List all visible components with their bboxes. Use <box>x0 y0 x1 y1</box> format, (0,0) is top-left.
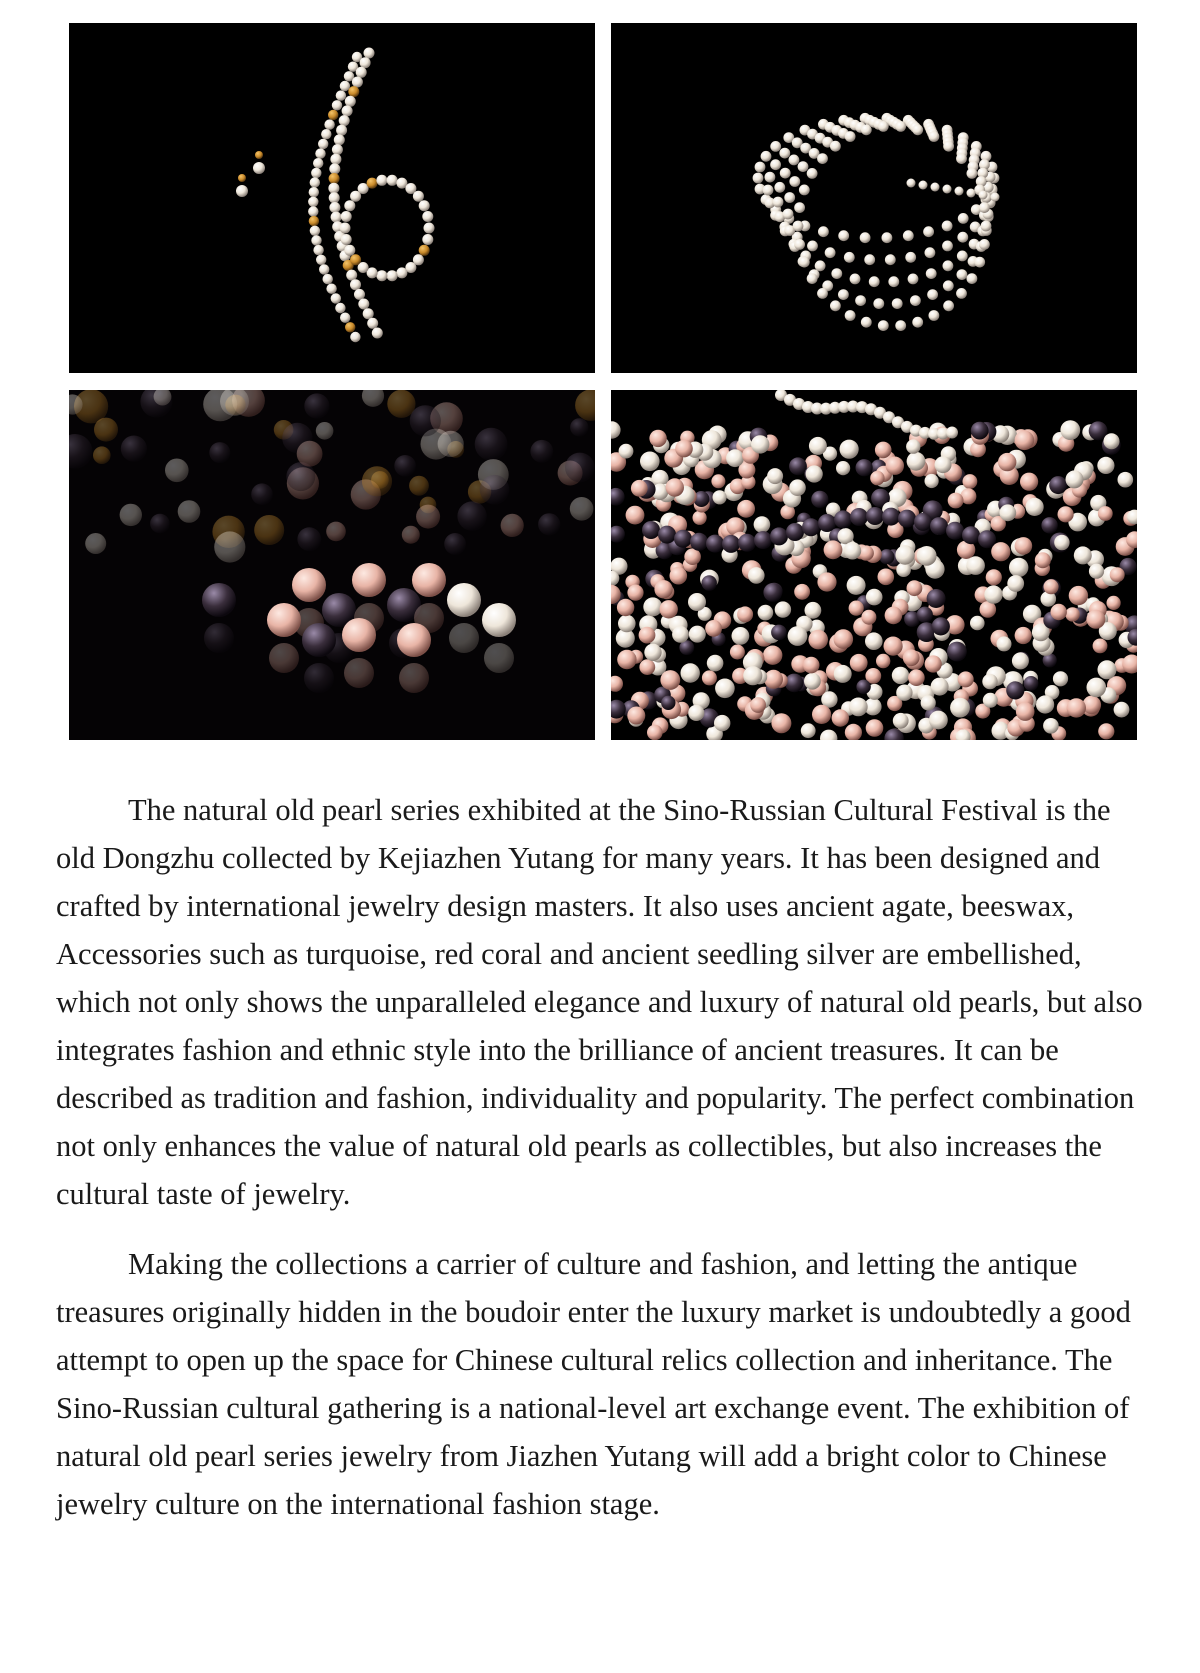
paragraph-1: The natural old pearl series exhibited at the Sino-Russian Cultural Festival is the old Dongzhu collected by Kejiazhen Yutang for many years. It has been designed and crafted by international jewelry design masters. It also uses ancient agate, beeswax, Accessories such as turquoise, red coral and ancient seedling silver are embellished, which not only shows the unparalleled elegance and luxury of natural old pearls, but also integrates fashion and ethnic style into the brilliance of ancient treasures. It can be described as tradition and fashion, individuality and popularity. The perfect combination not only enhances the value of natural old pearls as collectibles, but also increases the cultural taste of jewelry. <box>56 793 1143 1211</box>
pearl-necklace-earrings-photo <box>69 23 595 373</box>
multi-strand-pearl-necklace-photo <box>611 23 1137 373</box>
paragraph-2: Making the collections a carrier of culture and fashion, and letting the antique treasures originally hidden in the boudoir enter the luxury market is undoubtedly a good attempt to open up the space for Chinese cultural relics collection and inheritance. The Sino-Russian cultural gathering is a national-level art exchange event. The exhibition of natural old pearl series jewelry from Jiazhen Yutang will add a bright color to Chinese jewelry culture on the international fashion stage. <box>56 1247 1131 1521</box>
article-body <box>56 786 1151 1550</box>
photo-grid <box>69 23 1139 740</box>
pile-of-pearl-strands-photo <box>611 390 1137 740</box>
scattered-pearls-closeup-photo <box>69 390 595 740</box>
